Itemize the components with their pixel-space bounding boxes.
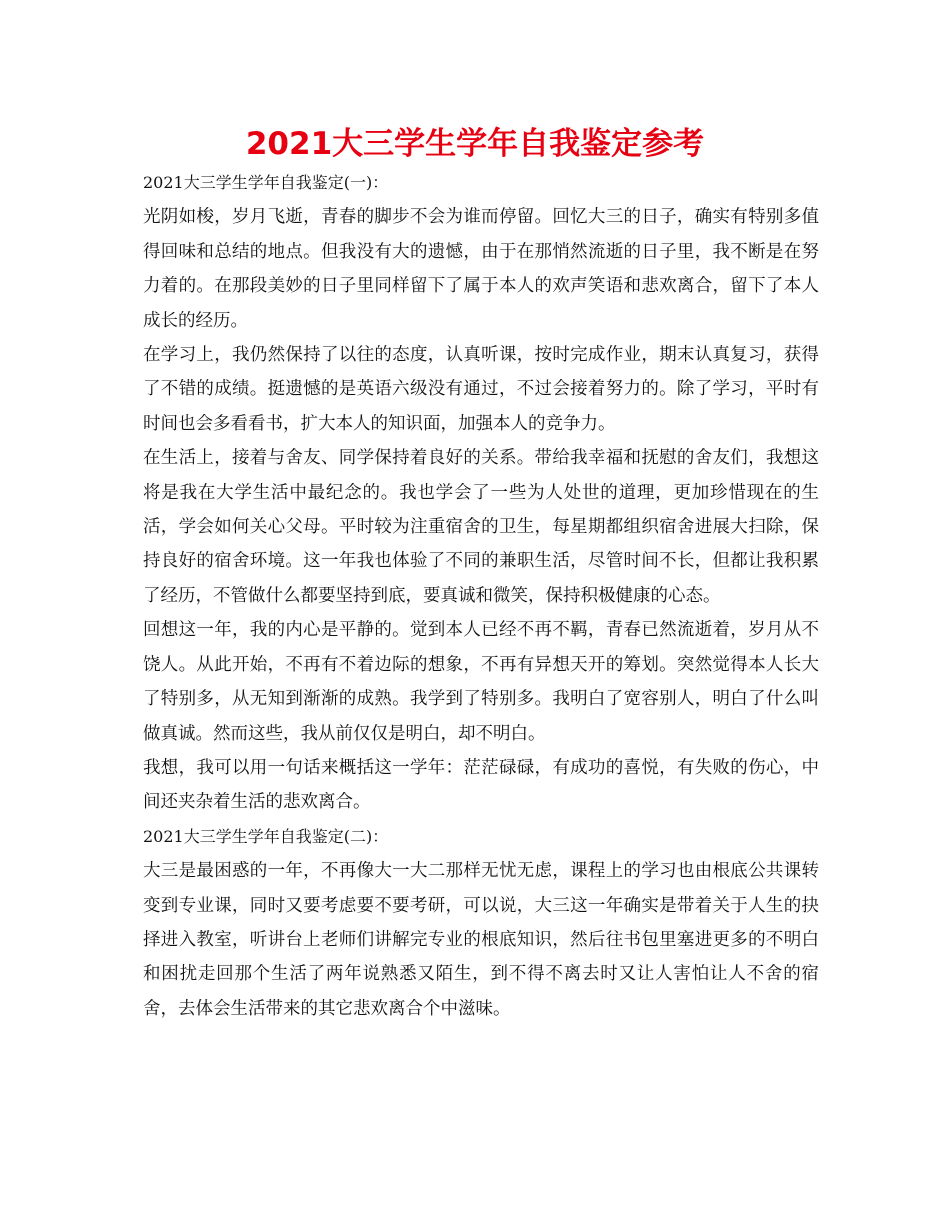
paragraph-summary: 我想，我可以用一句话来概括这一学年：茫茫碌碌，有成功的喜悦，有失败的伤心，中间还夹杂着生活的悲欢离合。 — [143, 757, 819, 813]
paragraph-junior-year: 大三是最困惑的一年，不再像大一大二那样无忧无虑，课程上的学习也由根底公共课转变到专业课，同时又要考虑要不要考研，可以说，大三这一年确实是带着关于人生的抉择进入教室，听讲台上老师们讲解完专业的根底知识，然后往书包里塞进更多的不明白和困扰走回那个生活了两年说熟悉又陌生，到不得不离去时又让人害怕让人不舍的宿舍，去体会生活带来的其它悲欢离合个中滋味。 — [143, 861, 819, 1019]
document-title: 2021大三学生学年自我鉴定参考 — [245, 126, 705, 162]
paragraph-reflection: 回想这一年，我的内心是平静的。觉到本人已经不再不羁，青春已然流逝着，岁月从不饶人。从此开始，不再有不着边际的想象，不再有异想天开的筹划。突然觉得本人长大了特别多，从无知到渐渐的成熟。我学到了特别多。我明白了宽容别人，明白了什么叫做真诚。然而这些，我从前仅仅是明白，却不明白。 — [143, 620, 819, 744]
section-heading-2: 2021大三学生学年自我鉴定(二)： — [143, 826, 389, 846]
section-heading-1: 2021大三学生学年自我鉴定(一)： — [143, 173, 389, 192]
document-body — [143, 166, 819, 1026]
paragraph-intro: 光阴如梭，岁月飞逝，青春的脚步不会为谁而停留。回忆大三的日子，确实有特别多值得回味和总结的地点。但我没有大的遗憾，由于在那悄然流逝的日子里，我不断是在努力着的。在那段美妙的日子里同样留下了属于本人的欢声笑语和悲欢离合，留下了本人成长的经历。 — [143, 207, 819, 331]
paragraph-life: 在生活上，接着与舍友、同学保持着良好的关系。带给我幸福和抚慰的舍友们，我想这将是我在大学生活中最纪念的。我也学会了一些为人处世的道理，更加珍惜现在的生活，学会如何关心父母。平时较为注重宿舍的卫生，每星期都组织宿舍进展大扫除，保持良好的宿舍环境。这一年我也体验了不同的兼职生活，尽管时间不长，但都让我积累了经历，不管做什么都要坚持到底，要真诚和微笑，保持积极健康的心态。 — [143, 448, 819, 606]
paragraph-study: 在学习上，我仍然保持了以往的态度，认真听课，按时完成作业，期末认真复习，获得了不错的成绩。挺遗憾的是英语六级没有通过，不过会接着努力的。除了学习，平时有时间也会多看看书，扩大本人的知识面，加强本人的竞争力。 — [143, 345, 819, 434]
